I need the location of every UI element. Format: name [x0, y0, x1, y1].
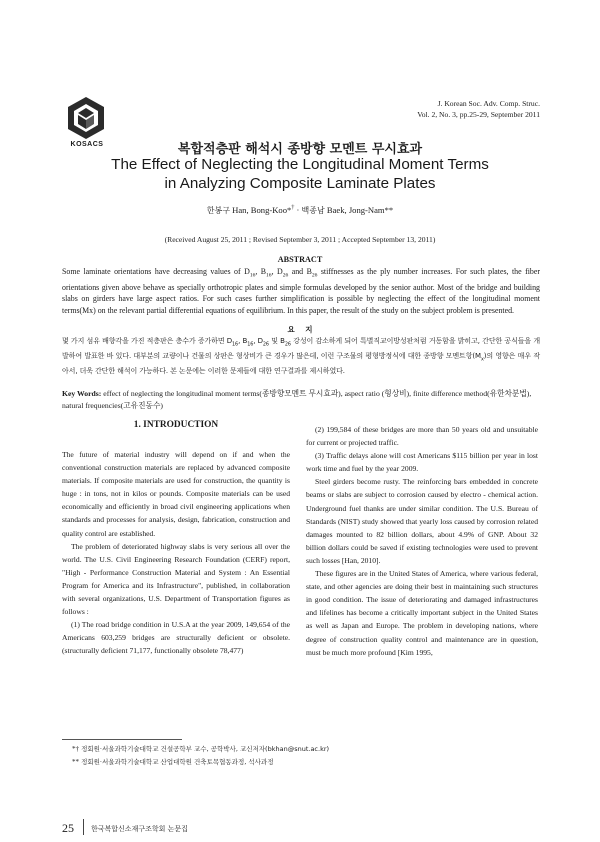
footnote-divider — [62, 739, 182, 740]
title-english — [0, 155, 600, 193]
logo-text: KOSACS — [70, 141, 104, 148]
right-column — [306, 423, 538, 659]
journal-info — [417, 98, 540, 120]
abstract-heading: ABSTRACT — [277, 255, 323, 264]
abstract-text: stiffnesses as the ply number increases. For such plates, the fiber orientations given above behave as specially orthotropic plates and simple formulas developed by the senior author. Most of the bridge and building slabs on girders have large aspect ratios. For such cases further simplification is possible by neglecting the effect of the longitudinal moment terms(Mx) on the relevant partial differential equations of equilibrium. In this paper, the result of the study on the subject problem is presented. — [62, 267, 540, 315]
paragraph: (3) Traffic delays alone will cost Americans $115 billion per year in lost work time and fuel by the year 2009. — [306, 451, 538, 474]
title-english-line-2: in Analyzing Composite Laminate Plates — [164, 175, 436, 192]
author1-english: Han, Bong-Koo* — [232, 205, 292, 215]
abstract-ko-text: )의 영향은 매우 작아서, 더욱 간단한 해석이 가능하다. 본 논문에는 이러한 문제들에 대한 연구결과를 제시하였다. — [62, 351, 541, 375]
subscript: 26 — [282, 272, 289, 279]
author2-korean: 백종남 — [301, 206, 325, 215]
abstract-text: , D — [271, 267, 283, 276]
footnote-text: 정회원·서울과학기술대학교 건설공학부 교수, 공학박사, 교신저자(bkhan@snut.ac.kr) — [79, 745, 330, 753]
keywords-label: Key Words: — [62, 389, 102, 398]
author2-english: Baek, Jong-Nam** — [326, 205, 394, 215]
subscript: 16 — [232, 341, 239, 348]
author1-korean: 한봉구 — [206, 206, 230, 215]
abstract-korean-body — [62, 336, 540, 377]
footnote-mark: *† — [72, 745, 79, 753]
paragraph: Steel girders become rusty. The reinforcing bars embedded in concrete beams or slabs are subject to corrosion caused by electro - chemical action. Underground fuel thanks are under similar condition. The U.S. Bureau of Standards (NIST) study showed that yearly loss caused by corrosion related damages mounted to 82 billion dollars, about 4.9% of GNP. About 32 billion dollars could be saved if existing technologies were used to prevent such losses [Han, 2010]. — [306, 477, 538, 565]
footnote-2 — [72, 757, 542, 768]
subscript: 16 — [266, 272, 272, 279]
left-column — [62, 448, 290, 658]
title-korean: 복합적층판 해석시 종방향 모멘트 무시효과 — [177, 142, 423, 157]
keywords — [62, 388, 540, 412]
paragraph: (2) 199,584 of these bridges are more than 50 years old and unsuitable for current or projected traffic. — [306, 425, 538, 448]
author-separator: · — [294, 205, 302, 215]
footer-divider — [83, 819, 84, 835]
paragraph: The future of material industry will depend on if and when the conventional construction materials are replaced by advanced composite materials. If composite materials are used for construction, the quantity is huge : in tons, not in kilos or pounds. Composite materials can be used economically and efficiently in broad civil engineering applications when standards and processes for analysis, design, fabrication, construction and quality control are established. — [62, 450, 290, 538]
paragraph: (1) The road bridge condition in U.S.A at the year 2009, 149,654 of the Americans 603,259 bridges are structurally deficient or obsolete. (structurally deficient 71,177, functionally obsolete 78,477) — [62, 620, 290, 656]
footnote-1 — [72, 744, 542, 755]
abstract-ko-text: 몇 가지 섬유 배향각을 가진 적층판은 층수가 증가하면 D — [62, 337, 233, 345]
abstract-text: and B — [288, 267, 312, 276]
title-english-line-1: The Effect of Neglecting the Longitudinal Moment Terms — [111, 156, 489, 173]
paragraph: These figures are in the United States of America, where various federal, state, and other agencies are doing their best in maintaining such structures in good condition. The issue of deteriorating and damaged infrastructures and lifelines has become a critically important subject in the United States as well as Japan and Europe. The problem in developing nations, where degree of construction quality control and maintenance are in question, must be much more profound [Kim 1995, — [306, 569, 538, 657]
subscript: 26 — [284, 341, 291, 348]
subscript: 16 — [249, 272, 256, 279]
journal-line-1: J. Korean Soc. Adv. Comp. Struc. — [437, 99, 540, 108]
footer-journal-name: 한국복합신소재구조학회 논문집 — [91, 825, 188, 833]
received-dates: (Received August 25, 2011 ; Revised September 3, 2011 ; Accepted September 13, 2011) — [164, 235, 436, 244]
footnote-mark: ** — [72, 758, 79, 766]
subscript: 26 — [262, 341, 269, 348]
page-number: 25 — [62, 821, 74, 835]
abstract-ko-text: , D — [253, 337, 263, 345]
abstract-ko-text: 및 B — [268, 337, 285, 345]
section-heading-introduction: 1. INTRODUCTION — [133, 420, 219, 430]
kosacs-logo — [66, 96, 106, 144]
abstract-ko-heading: 요 지 — [287, 325, 313, 334]
abstract-body — [62, 266, 540, 316]
footnote-text: 정회원·서울과학기술대학교 산업대학원 건축토목협동과정, 석사과정 — [79, 758, 274, 766]
abstract-text: , B — [255, 267, 267, 276]
keywords-text: effect of neglecting the longitudinal moment terms(종방향모멘트 무시효과), aspect ratio (형상비), finite difference method(유한차분법), natural frequencies(고유진동수) — [62, 389, 532, 410]
corresponding-mark: † — [291, 205, 295, 212]
abstract-ko-text: , B — [238, 337, 248, 345]
paragraph: The problem of deteriorated highway slabs is very serious all over the world. The U.S. Civil Engineering Research Foundation (CERF) report, "High - Performance Construction Material and System : An Essential Program for America and its Infrastructure", published, in collaboration with several organizations, U.S. Department of Transportation figures as follows : — [62, 541, 290, 617]
journal-line-2: Vol. 2, No. 3, pp.25-29, September 2011 — [417, 110, 540, 119]
subscript: 26 — [311, 272, 318, 279]
abstract-ko-text: 강성이 감소하게 되어 특별직교이방성판처럼 거동함을 밝히고, 간단한 공식들을 개발하여 발표한 바 있다. 대부분의 교량이나 건물의 상판은 형상비가 큰 경우가 많은데, 이런 구조물의 평형방정식에 대한 종방향 모멘트항(M — [62, 337, 541, 360]
abstract-text: Some laminate orientations have decreasing values of D — [62, 267, 250, 276]
authors — [0, 205, 600, 216]
kosacs-logo-mark-icon — [66, 96, 106, 140]
subscript: x — [480, 356, 484, 363]
subscript: 16 — [247, 341, 254, 348]
